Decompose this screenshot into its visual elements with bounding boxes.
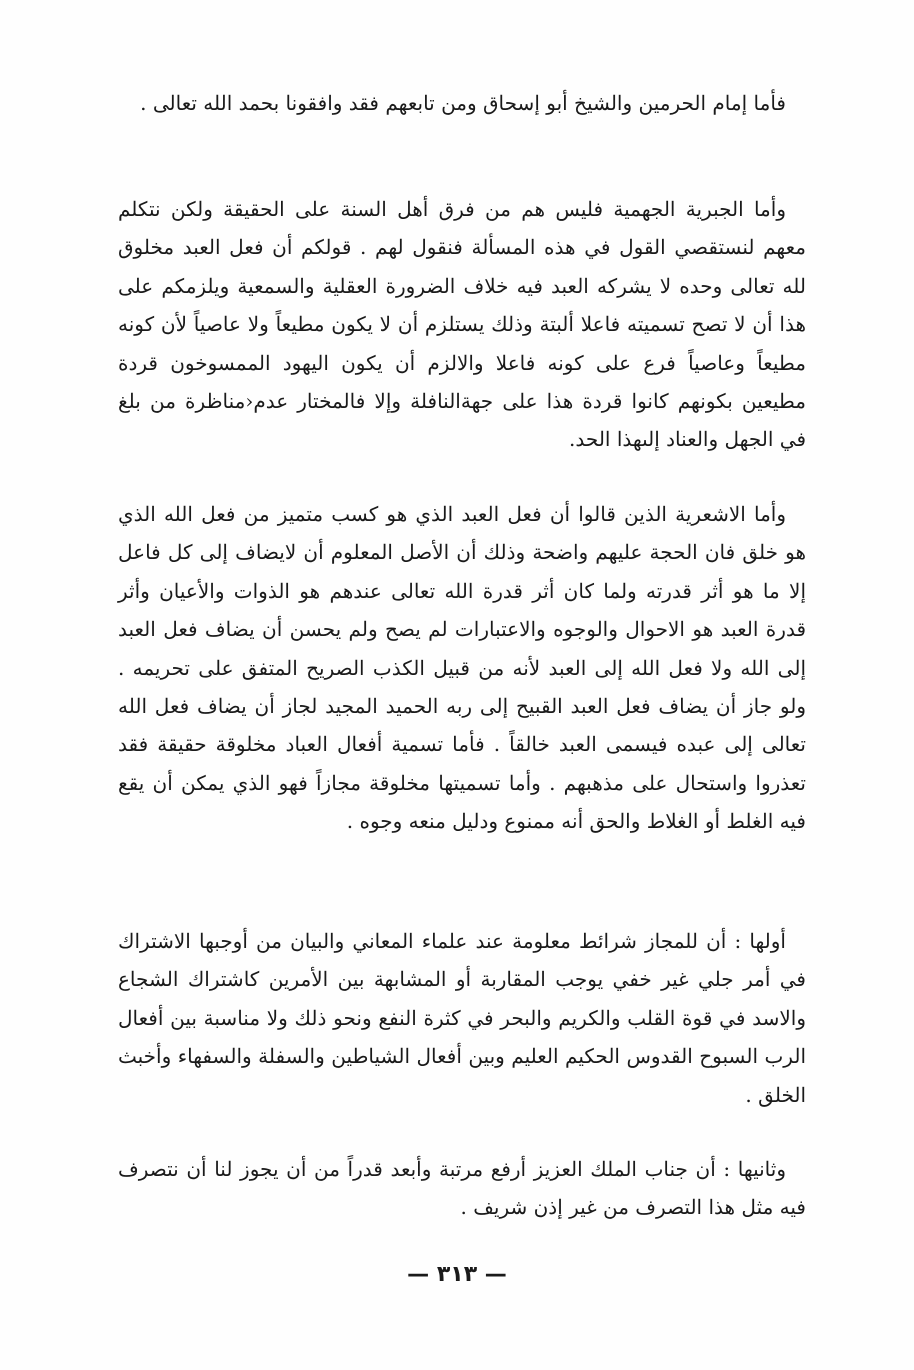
paragraph-4-text: أولها : أن للمجاز شرائط معلومة عند علماء المعاني والبيان من أوجبها الاشتراك في أمر جلي غير خفي يوجب المقاربة أو المشابهة بين الأمرين كاشتراك الشجاع والاسد في قوة القلب والكريم والبحر في كثرة النفع ونحو ذلك ولا مناسبة بين أفعال الرب السبوح القدوس الحكيم العليم وبين أفعال الشياطين والسفلة والسفهاء وأخبث الخلق . [118, 929, 806, 1107]
paragraph-4 [118, 922, 806, 1114]
page-number: — ٣١٣ — [407, 1262, 507, 1287]
paragraph-2-text: وأما الجبرية الجهمية فليس هم من فرق أهل السنة على الحقيقة ولكن نتكلم معهم لنستقصي القول في هذه المسألة فنقول لهم . قولكم أن فعل العبد مخلوق لله تعالى وحده لا يشركه العبد فيه خلاف الضرورة العقلية والسمعية ويلزمكم على هذا أن لا تصح تسميته فاعلا ألبتة وذلك يستلزم أن لا يكون مطيعاً ولا عاصياً لأن كونه مطيعاً وعاصياً فرع على كونه فاعلا والالزم أن يكون اليهود الممسوخون قردة مطيعين بكونهم كانوا قردة هذا على جهةالنافلة وإلا فالمختار عدم‹مناظرة من بلغ في الجهل والعناد إلىهذا الحد. [118, 197, 806, 452]
paragraph-3-text: وأما الاشعرية الذين قالوا أن فعل العبد الذي هو كسب متميز من فعل الله الذي هو خلق فان الحجة عليهم واضحة وذلك أن الأصل المعلوم أن لايضاف إلى كل فاعل إلا ما هو أثر قدرته ولما كان أثر قدرة الله تعالى عندهم هو الذوات والأعيان وأثر قدرة العبد هو الاحوال والوجوه والاعتبارات لم يصح ولم يحسن أن يضاف فعل العبد إلى الله ولا فعل الله إلى العبد لأنه من قبيل الكذب الصريح المتفق على تحريمه . ولو جاز أن يضاف فعل العبد القبيح إلى ربه الحميد المجيد لجاز أن يضاف فعل الله تعالى إلى عبده فيسمى العبد خالقاً . فأما تسمية أفعال العباد مخلوقة حقيقة فقد تعذروا واستحال على مذهبهم . وأما تسميتها مخلوقة مجازاً فهو الذي يمكن أن يقع فيه الغلط أو الغلاط والحق أنه ممنوع ودليل منعه وجوه . [118, 502, 806, 834]
paragraph-5 [118, 1150, 806, 1227]
paragraph-2 [118, 190, 806, 459]
paragraph-1 [118, 84, 806, 122]
paragraph-1-text: فأما إمام الحرمين والشيخ أبو إسحاق ومن تابعهم فقد وافقونا بحمد الله تعالى . [140, 91, 786, 115]
paragraph-5-text: وثانيها : أن جناب الملك العزيز أرفع مرتبة وأبعد قدراً من أن يجوز لنا أن نتصرف فيه مثل هذا التصرف من غير إذن شريف . [118, 1157, 806, 1220]
paragraph-3 [118, 495, 806, 841]
